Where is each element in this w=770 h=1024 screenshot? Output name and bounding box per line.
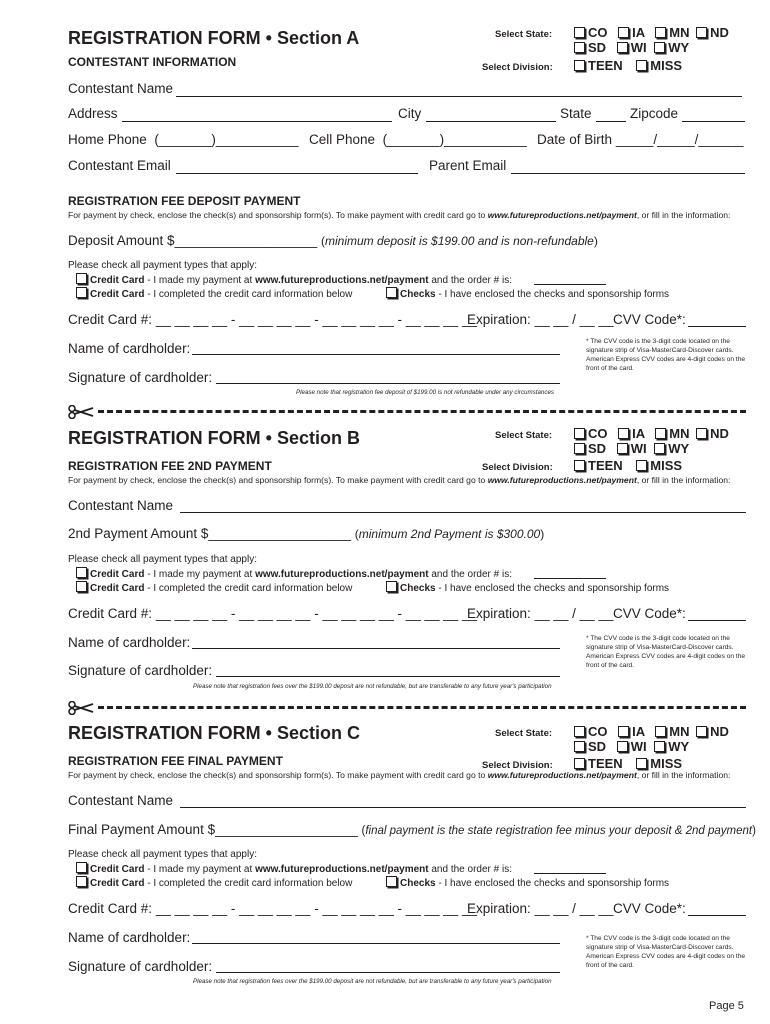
cardholder-name-field-c[interactable] <box>192 943 560 944</box>
state-field[interactable] <box>596 121 626 122</box>
cell-phone-field[interactable]: (_______)___________ <box>382 132 527 147</box>
cvv-note-b: * The CVV code is the 3-digit code located on the signature strip of Visa-MasterCard-Discover cards. American Express CVV codes are 4-digit codes on the front of the card. <box>586 635 746 669</box>
state-wy-checkbox-c[interactable]: WY <box>654 739 689 754</box>
payment-url-link-b[interactable]: www.futureproductions.net/payment <box>487 475 637 485</box>
state-sd-checkbox[interactable]: SD <box>574 40 606 55</box>
cvv-field-a[interactable] <box>688 326 746 327</box>
payment-url-link-c[interactable]: www.futureproductions.net/payment <box>487 770 637 780</box>
division-teen-checkbox-b[interactable]: TEEN <box>574 458 623 473</box>
state-options-row2 <box>574 40 689 55</box>
division-options-c <box>574 756 682 771</box>
expiration-row-c <box>467 901 613 916</box>
contestant-email-label: Contestant Email <box>68 158 171 173</box>
payment-url-link-a[interactable]: www.futureproductions.net/payment <box>487 210 637 220</box>
credit-card-filled-option-b[interactable]: Credit Card - I completed the credit card information below <box>76 581 352 594</box>
city-field[interactable] <box>426 121 556 122</box>
deposit-heading: REGISTRATION FEE DEPOSIT PAYMENT <box>68 194 301 208</box>
final-amount-label: Final Payment Amount $ <box>68 822 216 837</box>
final-amount-field[interactable]: ___________________ <box>215 822 358 837</box>
section-b-title: REGISTRATION FORM • Section B <box>68 428 360 448</box>
order-number-field-b[interactable] <box>534 578 606 579</box>
cvv-note-a: * The CVV code is the 3-digit code located on the signature strip of Visa-MasterCard-Discover cards. American Express CVV codes are 4-digit codes on the front of the card. <box>586 338 746 372</box>
payment-instruction-c: For payment by check, enclose the check(s) and sponsorship form(s). To make payment with credit card go to www.futureproductions.net/payment, or fill in the information: <box>68 770 731 780</box>
state-mn-checkbox-c[interactable]: MN <box>655 724 689 739</box>
footnote-b: Please note that registration fees over the $199.00 deposit are not refundable, but are transferable to any future year's participation <box>193 683 552 690</box>
final-amount-row: Final Payment Amount $___________________ (final payment is the state registration fee minus your deposit & 2nd payment) <box>68 822 756 837</box>
expiration-row-b <box>467 606 613 621</box>
cardholder-signature-label-a: Signature of cardholder: <box>68 370 213 385</box>
cell-phone-label: Cell Phone <box>309 132 376 147</box>
state-options-row2-c <box>574 739 689 754</box>
parent-email-field[interactable] <box>511 173 745 174</box>
cardholder-signature-label-c: Signature of cardholder: <box>68 959 213 974</box>
cardholder-signature-field-c[interactable] <box>216 972 560 973</box>
contestant-name-field-b[interactable] <box>180 512 746 513</box>
state-options-row1-c <box>574 724 729 739</box>
check-all-label-b: Please check all payment types that apply: <box>68 554 257 565</box>
select-division-label-b: Select Division: <box>482 462 553 473</box>
address-label: Address <box>68 106 118 121</box>
contestant-name-label-c: Contestant Name <box>68 793 174 808</box>
state-mn-checkbox-b[interactable]: MN <box>655 426 689 441</box>
section-a-title: REGISTRATION FORM • Section A <box>68 28 360 48</box>
page-number: Page 5 <box>709 1000 744 1012</box>
cvv-label-a: CVV Code*: <box>613 312 686 327</box>
state-nd-checkbox-c[interactable]: ND <box>696 724 729 739</box>
credit-card-number-label-b: Credit Card #: <box>68 606 153 621</box>
credit-card-number-field[interactable]: __ __ __ __ - __ __ __ __ - __ __ __ __ - __ __ __ __ <box>155 312 478 327</box>
state-options-row2-b <box>574 441 689 456</box>
checks-option-c[interactable]: Checks - I have enclosed the checks and sponsorship forms <box>386 876 669 889</box>
credit-card-number-field-b[interactable]: __ __ __ __ - __ __ __ __ - __ __ __ __ - __ __ __ __ <box>155 606 478 621</box>
address-field[interactable] <box>122 121 392 122</box>
payment-instruction-b: For payment by check, enclose the check(s) and sponsorship form(s). To make payment with credit card go to www.futureproductions.net/payment, or fill in the information: <box>68 475 731 485</box>
state-ia-checkbox-b[interactable]: IA <box>618 426 645 441</box>
second-amount-label: 2nd Payment Amount $ <box>68 526 209 541</box>
dob-field[interactable]: _____/_____/______ <box>615 132 744 147</box>
cardholder-name-label-c: Name of cardholder: <box>68 930 191 945</box>
checks-option-b[interactable]: Checks - I have enclosed the checks and sponsorship forms <box>386 581 669 594</box>
credit-card-online-option-a[interactable]: Credit Card - I made my payment at www.futureproductions.net/payment and the order # is: <box>76 273 512 286</box>
expiration-field[interactable]: __ __ / __ __ <box>534 312 614 327</box>
state-ia-checkbox[interactable]: IA <box>618 25 645 40</box>
credit-card-number-row-a <box>68 312 477 327</box>
deposit-amount-field[interactable]: ___________________ <box>174 233 318 248</box>
cut-line-2 <box>68 701 746 715</box>
footnote-c: Please note that registration fees over the $199.00 deposit are not refundable, but are transferable to any future year's participation <box>193 978 552 985</box>
home-phone-field[interactable]: (_______)___________ <box>154 132 299 147</box>
expiration-label-c: Expiration: <box>467 901 531 916</box>
state-options-row1 <box>574 25 729 40</box>
dob-row <box>537 132 743 147</box>
checks-option-a[interactable]: Checks - I have enclosed the checks and sponsorship forms <box>386 287 669 300</box>
deposit-amount-note: minimum deposit is $199.00 and is non-refundable <box>325 234 594 248</box>
section-a-subtitle: CONTESTANT INFORMATION <box>68 55 237 69</box>
select-state-label-b: Select State: <box>495 430 553 441</box>
footnote-a: Please note that registration fee deposit of $199.00 is not refundable under any circumstances <box>296 389 554 396</box>
credit-card-number-field-c[interactable]: __ __ __ __ - __ __ __ __ - __ __ __ __ - __ __ __ __ <box>155 901 478 916</box>
dob-label: Date of Birth <box>537 132 613 147</box>
order-number-field-c[interactable] <box>534 873 606 874</box>
credit-card-number-label: Credit Card #: <box>68 312 153 327</box>
division-teen-checkbox[interactable]: TEEN <box>574 58 623 73</box>
credit-card-filled-option-c[interactable]: Credit Card - I completed the credit card information below <box>76 876 352 889</box>
cardholder-name-label-a: Name of cardholder: <box>68 341 191 356</box>
state-co-checkbox-c[interactable]: CO <box>574 724 608 739</box>
state-wy-checkbox[interactable]: WY <box>654 40 689 55</box>
section-c-title: REGISTRATION FORM • Section C <box>68 723 360 743</box>
select-state-label: Select State: <box>495 29 553 40</box>
scissors-icon <box>68 701 94 715</box>
cardholder-name-field-b[interactable] <box>192 648 560 649</box>
credit-card-number-label-c: Credit Card #: <box>68 901 153 916</box>
credit-card-online-option-b[interactable]: Credit Card - I made my payment at www.futureproductions.net/payment and the order # is: <box>76 567 512 580</box>
select-division-label: Select Division: <box>482 62 553 73</box>
division-options <box>574 58 682 73</box>
zipcode-field[interactable] <box>682 121 745 122</box>
state-label: State <box>560 106 592 121</box>
zipcode-label: Zipcode <box>630 106 679 121</box>
cell-phone-row <box>309 132 527 147</box>
cardholder-signature-field-b[interactable] <box>216 676 560 677</box>
credit-card-filled-option-a[interactable]: Credit Card - I completed the credit card information below <box>76 287 352 300</box>
check-all-label-a: Please check all payment types that apply: <box>68 260 257 271</box>
credit-card-number-row-b <box>68 606 477 621</box>
select-state-label-c: Select State: <box>495 728 553 739</box>
state-co-checkbox-b[interactable]: CO <box>574 426 608 441</box>
cvv-note-c: * The CVV code is the 3-digit code located on the signature strip of Visa-MasterCard-Discover cards. American Express CVV codes are 4-digit codes on the front of the card. <box>586 935 746 969</box>
expiration-row-a <box>467 312 613 327</box>
parent-email-label: Parent Email <box>429 158 507 173</box>
state-sd-checkbox-c[interactable]: SD <box>574 739 606 754</box>
cvv-field-c[interactable] <box>688 915 746 916</box>
home-phone-label: Home Phone <box>68 132 147 147</box>
deposit-amount-label: Deposit Amount $ <box>68 233 175 248</box>
expiration-field-b[interactable]: __ __ / __ __ <box>534 606 614 621</box>
expiration-label: Expiration: <box>467 312 531 327</box>
division-miss-checkbox-c[interactable]: MISS <box>636 756 682 771</box>
state-mn-checkbox[interactable]: MN <box>655 25 689 40</box>
city-label: City <box>398 106 422 121</box>
state-wi-checkbox-c[interactable]: WI <box>617 739 647 754</box>
cvv-label-b: CVV Code*: <box>613 606 686 621</box>
cardholder-signature-label-b: Signature of cardholder: <box>68 663 213 678</box>
state-co-checkbox[interactable]: CO <box>574 25 608 40</box>
division-miss-checkbox-b[interactable]: MISS <box>636 458 682 473</box>
contestant-name-field-c[interactable] <box>180 807 746 808</box>
state-nd-checkbox-b[interactable]: ND <box>696 426 729 441</box>
contestant-email-field[interactable] <box>176 173 418 174</box>
state-wy-checkbox-b[interactable]: WY <box>654 441 689 456</box>
expiration-field-c[interactable]: __ __ / __ __ <box>534 901 614 916</box>
scissors-icon <box>68 405 94 419</box>
second-amount-note: minimum 2nd Payment is $300.00 <box>358 527 541 541</box>
cardholder-name-field-a[interactable] <box>192 354 560 355</box>
state-sd-checkbox-b[interactable]: SD <box>574 441 606 456</box>
home-phone-row <box>68 132 298 147</box>
division-miss-checkbox[interactable]: MISS <box>636 58 682 73</box>
contestant-name-label-b: Contestant Name <box>68 498 174 513</box>
cut-line-1 <box>68 405 746 419</box>
select-division-label-c: Select Division: <box>482 760 553 771</box>
payment-instruction-a: For payment by check, enclose the check(s) and sponsorship form(s). To make payment with credit card go to www.futureproductions.net/payment, or fill in the information: <box>68 210 731 220</box>
division-options-b <box>574 458 682 473</box>
cvv-field-b[interactable] <box>688 620 746 621</box>
state-nd-checkbox[interactable]: ND <box>696 25 729 40</box>
second-payment-heading: REGISTRATION FEE 2ND PAYMENT <box>68 459 272 473</box>
state-wi-checkbox-b[interactable]: WI <box>617 441 647 456</box>
cvv-label-c: CVV Code*: <box>613 901 686 916</box>
final-amount-note: final payment is the state registration fee minus your deposit & 2nd payment <box>365 825 753 837</box>
order-number-field-a[interactable] <box>534 284 606 285</box>
credit-card-number-row-c <box>68 901 477 916</box>
check-all-label-c: Please check all payment types that apply: <box>68 849 257 860</box>
contestant-name-field[interactable] <box>176 96 742 97</box>
division-teen-checkbox-c[interactable]: TEEN <box>574 756 623 771</box>
second-amount-field[interactable]: ___________________ <box>208 526 351 541</box>
credit-card-online-option-c[interactable]: Credit Card - I made my payment at www.futureproductions.net/payment and the order # is: <box>76 862 512 875</box>
second-amount-row: 2nd Payment Amount $___________________ (minimum 2nd Payment is $300.00) <box>68 526 545 541</box>
final-payment-heading: REGISTRATION FEE FINAL PAYMENT <box>68 754 283 768</box>
state-ia-checkbox-c[interactable]: IA <box>618 724 645 739</box>
cardholder-signature-field-a[interactable] <box>216 383 560 384</box>
deposit-amount-row: Deposit Amount $___________________ (minimum deposit is $199.00 and is non-refundable) <box>68 233 598 248</box>
contestant-name-label: Contestant Name <box>68 81 174 96</box>
state-options-row1-b <box>574 426 729 441</box>
cardholder-name-label-b: Name of cardholder: <box>68 635 191 650</box>
expiration-label-b: Expiration: <box>467 606 531 621</box>
state-wi-checkbox[interactable]: WI <box>617 40 647 55</box>
